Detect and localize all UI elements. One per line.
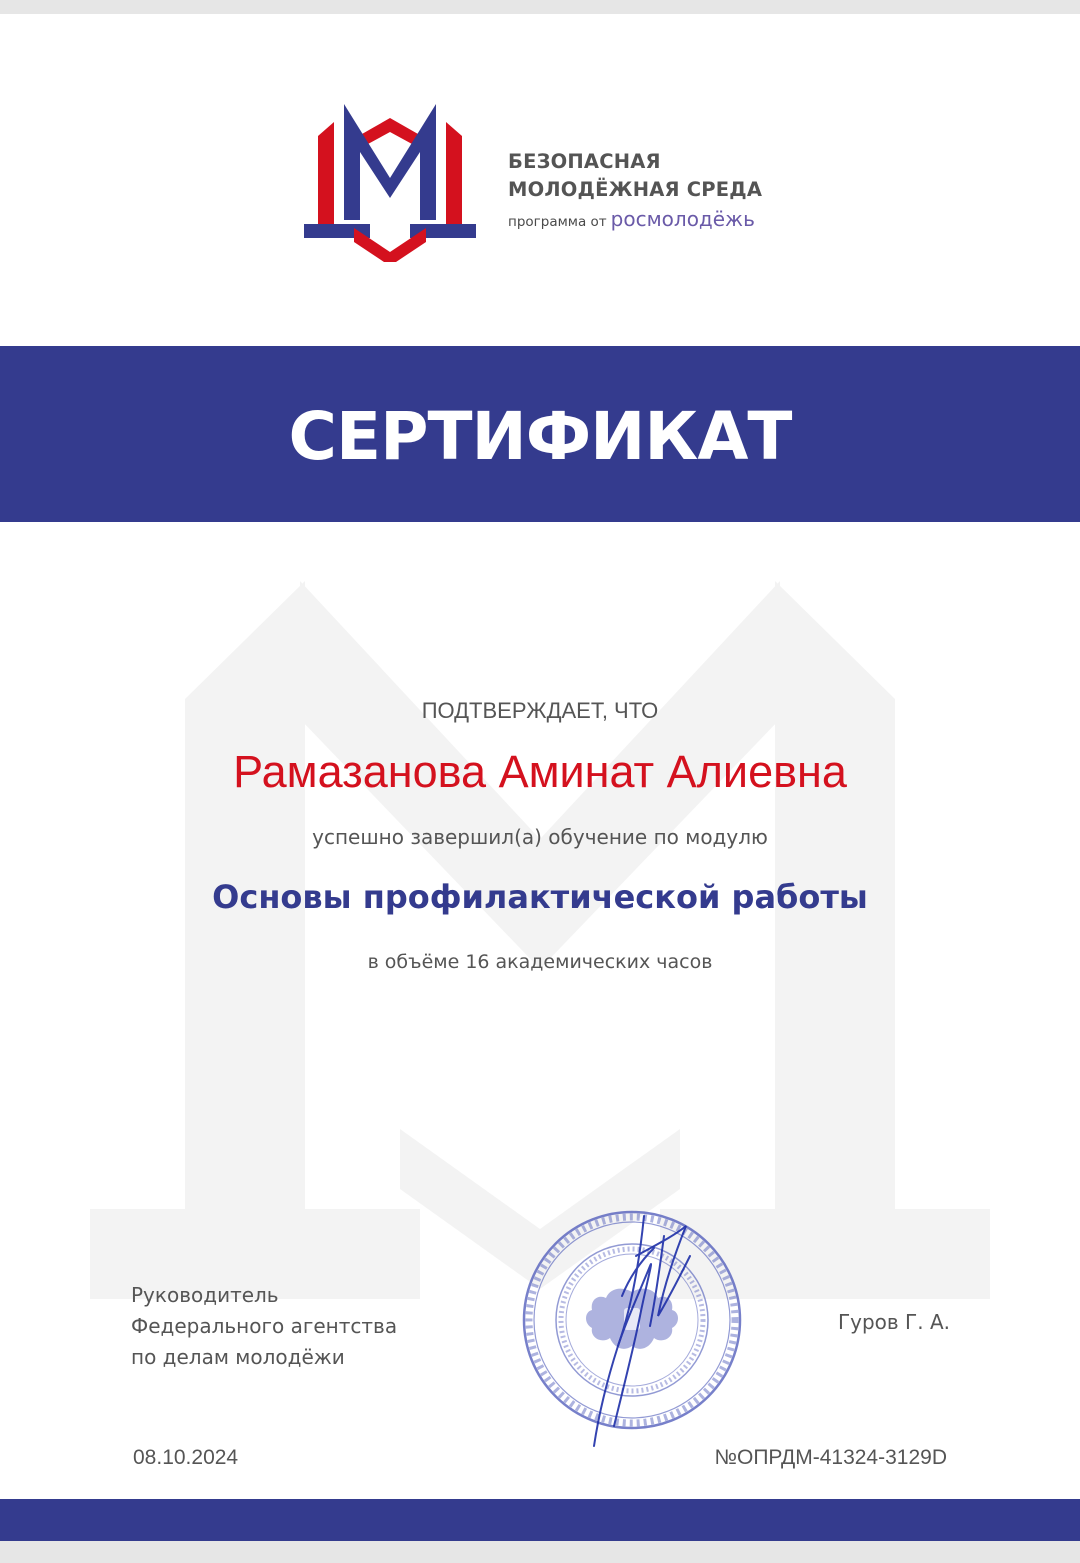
certificate-title: СЕРТИФИКАТ bbox=[288, 397, 792, 475]
program-prefix: программа от bbox=[508, 214, 607, 230]
brand-line-1: БЕЗОПАСНАЯ bbox=[508, 150, 661, 173]
program-org: росмолодёжь bbox=[610, 207, 755, 231]
brand-line-2: МОЛОДЁЖНАЯ СРЕДА bbox=[508, 178, 763, 201]
brand-program bbox=[508, 204, 828, 237]
completed-text: успешно завершил(а) обучение по модулю bbox=[312, 825, 768, 849]
official-seal-stamp-icon bbox=[514, 1196, 764, 1456]
shield-m-logo-icon bbox=[300, 100, 480, 262]
certificate-number: №ОПРДМ-41324-3129D bbox=[714, 1446, 947, 1469]
hours-text: в объёме 16 академических часов bbox=[367, 951, 713, 973]
issue-date: 08.10.2024 bbox=[133, 1446, 239, 1469]
position-line: Федерального агентства bbox=[131, 1314, 398, 1338]
title-banner bbox=[0, 346, 1080, 522]
bottom-bar bbox=[0, 1499, 1080, 1541]
signer-position bbox=[131, 1280, 397, 1373]
module-title: Основы профилактической работы bbox=[212, 878, 868, 916]
brand-block bbox=[508, 148, 828, 237]
certificate-page bbox=[0, 14, 1080, 1541]
position-line: Руководитель bbox=[131, 1283, 279, 1307]
confirms-text: ПОДТВЕРЖДАЕТ, ЧТО bbox=[421, 698, 659, 723]
signer-name: Гуров Г. А. bbox=[837, 1310, 950, 1334]
recipient-name: Рамазанова Аминат Алиевна bbox=[233, 746, 847, 797]
position-line: по делам молодёжи bbox=[131, 1345, 345, 1369]
